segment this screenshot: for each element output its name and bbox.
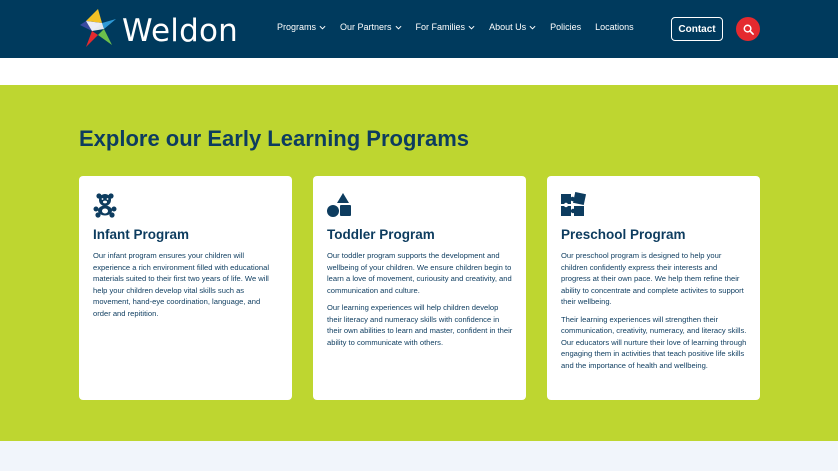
section-title: Explore our Early Learning Programs	[79, 126, 470, 151]
nav-label: Programs	[277, 22, 317, 32]
nav-item-programs[interactable]	[277, 22, 326, 32]
nav-label: Policies	[550, 22, 582, 32]
card-body	[327, 250, 513, 354]
search-button[interactable]	[736, 17, 760, 41]
chevron-down-icon	[468, 24, 475, 31]
card-paragraph: Their learning experiences will strengthen their communication, creativity, numeracy, and literacy skills. Our educators will nurture their love of learning through engaging them in activities that teach positive life skills and the importance of health and wellbeing.	[561, 314, 747, 370]
nav-item-for-families[interactable]	[416, 22, 476, 32]
nav-label: Locations	[595, 22, 634, 32]
puzzle-icon	[560, 192, 586, 218]
chevron-down-icon	[395, 24, 402, 31]
chevron-down-icon	[319, 24, 326, 31]
chevron-down-icon	[529, 24, 536, 31]
weldon-logo[interactable]	[78, 7, 239, 49]
card-body	[93, 250, 279, 325]
nav-item-about-us[interactable]	[489, 22, 536, 32]
nav-item-policies[interactable]	[550, 22, 581, 32]
shapes-icon	[326, 192, 352, 218]
program-card-toddler[interactable]	[313, 176, 526, 400]
teddy-bear-icon	[92, 192, 118, 218]
star-logo-icon	[78, 7, 118, 49]
card-paragraph: Our preschool program is designed to help your children confidently express their interests and progress at their own pace. We help them refine their ability to concentrate and complete activites to support their wellbeing.	[561, 251, 744, 306]
contact-button[interactable]: Contact	[671, 17, 723, 41]
white-divider-strip	[0, 58, 838, 85]
site-header	[0, 0, 838, 58]
main-nav	[277, 22, 648, 32]
program-card-infant[interactable]	[79, 176, 292, 400]
card-title: Infant Program	[93, 227, 190, 242]
card-body	[561, 250, 747, 377]
nav-item-our-partners[interactable]	[340, 22, 402, 32]
card-paragraph: Our infant program ensures your children will experience a rich environment filled with educational materials suited to their first two years of life. We will help your children develop vital skills such as movement, hand-eye coordination, language, and order and repitition.	[93, 251, 270, 318]
nav-item-locations[interactable]	[595, 22, 634, 32]
program-card-preschool[interactable]	[547, 176, 760, 400]
nav-label: About Us	[489, 22, 527, 32]
search-icon	[743, 24, 754, 35]
logo-text: Weldon	[122, 13, 239, 49]
card-paragraph: Our toddler program supports the development and wellbeing of your children. We ensure children begin to learn a love of movement, curiousity and creativity, and communication and culture.	[327, 251, 512, 295]
card-title: Preschool Program	[561, 227, 686, 242]
nav-label: Our Partners	[340, 22, 392, 32]
nav-label: For Families	[415, 22, 466, 32]
card-paragraph: Our learning experiences will help children develop their literacy and numeracy skills with confidence in their own abilities to learn and master, confident in their ability to communicate with others.	[327, 303, 513, 347]
card-title: Toddler Program	[327, 227, 435, 242]
